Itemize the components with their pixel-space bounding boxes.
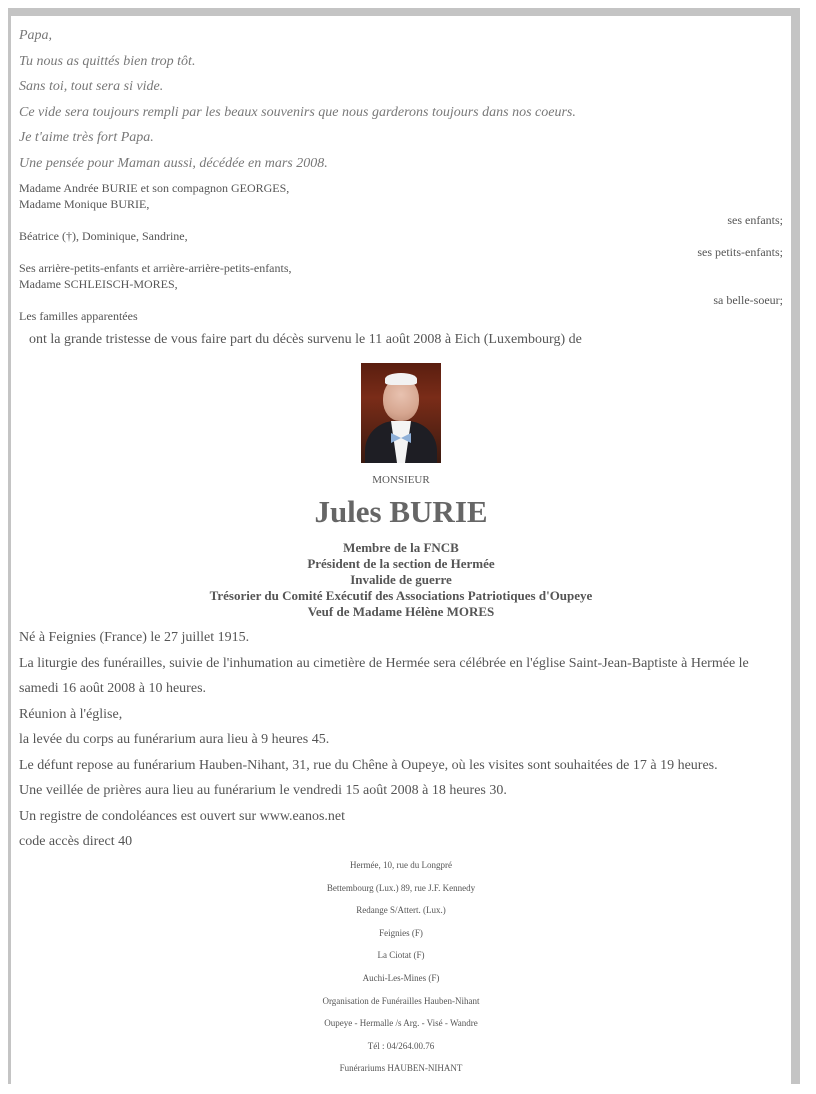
- poem-line: Tu nous as quittés bien trop tôt.: [19, 53, 196, 69]
- family-line: Les familles apparentées: [19, 309, 138, 323]
- address-line: Tél : 04/264.00.76: [367, 1040, 435, 1051]
- salutation: MONSIEUR: [372, 474, 430, 486]
- poem-line: Une pensée pour Maman aussi, décédée en mars 2008.: [19, 155, 328, 171]
- detail-line: code accès direct 40: [19, 834, 133, 849]
- poem: [19, 26, 779, 179]
- address-line: Bettembourg (Lux.) 89, rue J.F. Kennedy: [326, 882, 476, 893]
- title-line: Veuf de Madame Hélène MORES: [307, 604, 495, 619]
- portrait-photo: [361, 363, 441, 463]
- family-great-grandchildren: [19, 260, 783, 308]
- address-line: Organisation de Funérailles Hauben-Nihant: [322, 995, 480, 1006]
- address-line: Funérariums HAUBEN-NIHANT: [339, 1063, 463, 1074]
- title-line: Invalide de guerre: [350, 572, 452, 587]
- family-role: ses petits-enfants;: [697, 245, 783, 259]
- addresses: [11, 858, 791, 1084]
- family-line: Ses arrière-petits-enfants et arrière-arrière-petits-enfants,: [19, 261, 292, 275]
- family-children: [19, 180, 783, 228]
- address-line: Feignies (F): [379, 927, 423, 938]
- title-line: Président de la section de Hermée: [307, 556, 495, 571]
- address-line: Redange S/Attert. (Lux.): [356, 905, 446, 916]
- detail-line: Un registre de condoléances est ouvert sur www.eanos.net: [19, 808, 346, 824]
- title-line: Trésorier du Comité Exécutif des Associations Patriotiques d'Oupeye: [209, 588, 593, 603]
- address-line: La Ciotat (F): [377, 950, 425, 961]
- announcement: ont la grande tristesse de vous faire part du décès survenu le 11 août 2008 à Eich (Luxembourg) de: [29, 332, 582, 347]
- family-line: Madame Monique BURIE,: [19, 197, 150, 211]
- family-line: Madame SCHLEISCH-MORES,: [19, 277, 178, 291]
- poem-line: Sans toi, tout sera si vide.: [19, 79, 164, 94]
- deceased-name: Jules BURIE: [314, 494, 488, 529]
- family-role: sa belle-soeur;: [713, 293, 783, 307]
- detail-line: Une veillée de prières aura lieu au funérarium le vendredi 15 août 2008 à 18 heures 30.: [19, 783, 507, 798]
- obituary-card: [11, 16, 791, 1084]
- family-relatives: [19, 308, 783, 324]
- address-line: Oupeye - Hermalle /s Arg. - Visé - Wandre: [324, 1018, 478, 1029]
- family-grandchildren: [19, 228, 783, 260]
- poem-line: Papa,: [19, 28, 53, 43]
- detail-line: la levée du corps au funérarium aura lieu à 9 heures 45.: [19, 732, 330, 747]
- address-line: Auchi-Les-Mines (F): [362, 972, 440, 983]
- family-line: Béatrice (†), Dominique, Sandrine,: [19, 229, 188, 243]
- detail-line: La liturgie des funérailles, suivie de l'inhumation au cimetière de Hermée sera célébrée en l'église Saint-Jean-Baptiste à Hermée le samedi 16 août 2008 à 10 heures.: [19, 655, 749, 696]
- detail-line: Né à Feignies (France) le 27 juillet 1915.: [19, 630, 250, 645]
- address-line: Hermée, 10, rue du Longpré: [350, 860, 452, 870]
- family-line: Madame Andrée BURIE et son compagnon GEORGES,: [19, 181, 290, 195]
- poem-line: Ce vide sera toujours rempli par les beaux souvenirs que nous garderons toujours dans nos coeurs.: [19, 104, 576, 120]
- poem-line: Je t'aime très fort Papa.: [19, 130, 154, 145]
- details: [19, 625, 789, 855]
- detail-line: Le défunt repose au funérarium Hauben-Nihant, 31, rue du Chêne à Oupeye, où les visites sont souhaitées de 17 à 19 heures.: [19, 757, 718, 773]
- title-line: Membre de la FNCB: [343, 540, 459, 555]
- detail-line: Réunion à l'église,: [19, 706, 123, 722]
- family-role: ses enfants;: [727, 213, 783, 227]
- deceased-titles: [11, 540, 791, 620]
